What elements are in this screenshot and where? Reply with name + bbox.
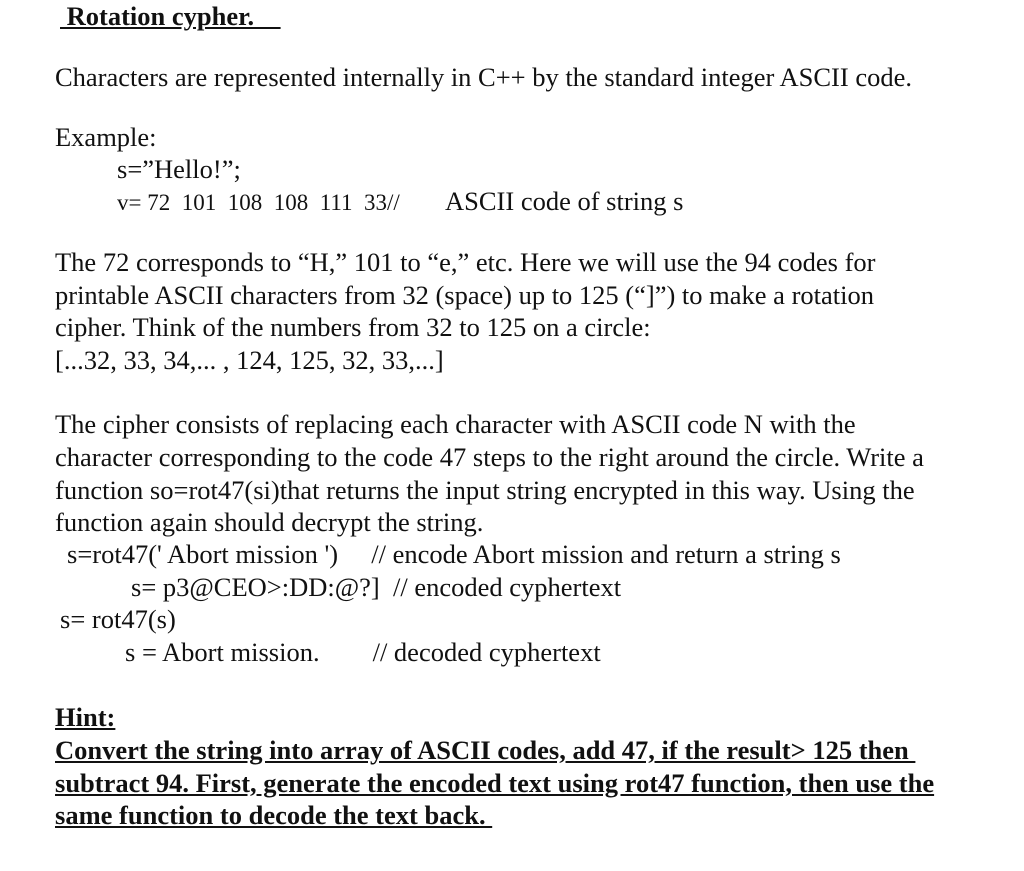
document-title: Rotation cypher. xyxy=(60,1,281,31)
code-ciphertext-line: s= p3@CEO>:DD:@?] // encoded cyphertext xyxy=(131,572,622,602)
paragraph-2-line-2: character corresponding to the code 47 steps to the right around the circle. Write a xyxy=(55,442,924,472)
example-string-line: s=”Hello!”; xyxy=(117,154,241,184)
paragraph-1-line-3: cipher. Think of the numbers from 32 to 125 on a circle: xyxy=(55,312,651,342)
hint-line-3: same function to decode the text back. xyxy=(55,800,493,830)
hint-line-1: Convert the string into array of ASCII codes, add 47, if the result> 125 then xyxy=(55,735,916,765)
code-decode-call-line: s= rot47(s) xyxy=(60,604,176,634)
example-ascii-codes: v= 72 101 108 108 111 33// xyxy=(117,190,400,215)
hint-label: Hint: xyxy=(55,702,116,732)
paragraph-2-line-1: The cipher consists of replacing each character with ASCII code N with the xyxy=(55,409,856,439)
paragraph-1-line-2: printable ASCII characters from 32 (space) up to 125 (“]”) to make a rotation xyxy=(55,280,874,310)
code-encode-line: s=rot47(' Abort mission ') // encode Abort mission and return a string s xyxy=(67,539,841,569)
code-decoded-line: s = Abort mission. // decoded cyphertext xyxy=(125,637,601,667)
hint-line-2: subtract 94. First, generate the encoded text using rot47 function, then use the xyxy=(55,768,935,798)
intro-paragraph: Characters are represented internally in C++ by the standard integer ASCII code. xyxy=(55,62,912,92)
paragraph-2-line-3: function so=rot47(si)that returns the input string encrypted in this way. Using the xyxy=(55,475,915,505)
paragraph-1-line-1: The 72 corresponds to “H,” 101 to “e,” etc. Here we will use the 94 codes for xyxy=(55,247,876,277)
example-label: Example: xyxy=(55,122,157,152)
paragraph-2-line-4: function again should decrypt the string. xyxy=(55,507,484,537)
paragraph-1-line-4: [...32, 33, 34,... , 124, 125, 32, 33,...] xyxy=(55,345,444,375)
example-ascii-comment: ASCII code of string s xyxy=(445,186,684,216)
